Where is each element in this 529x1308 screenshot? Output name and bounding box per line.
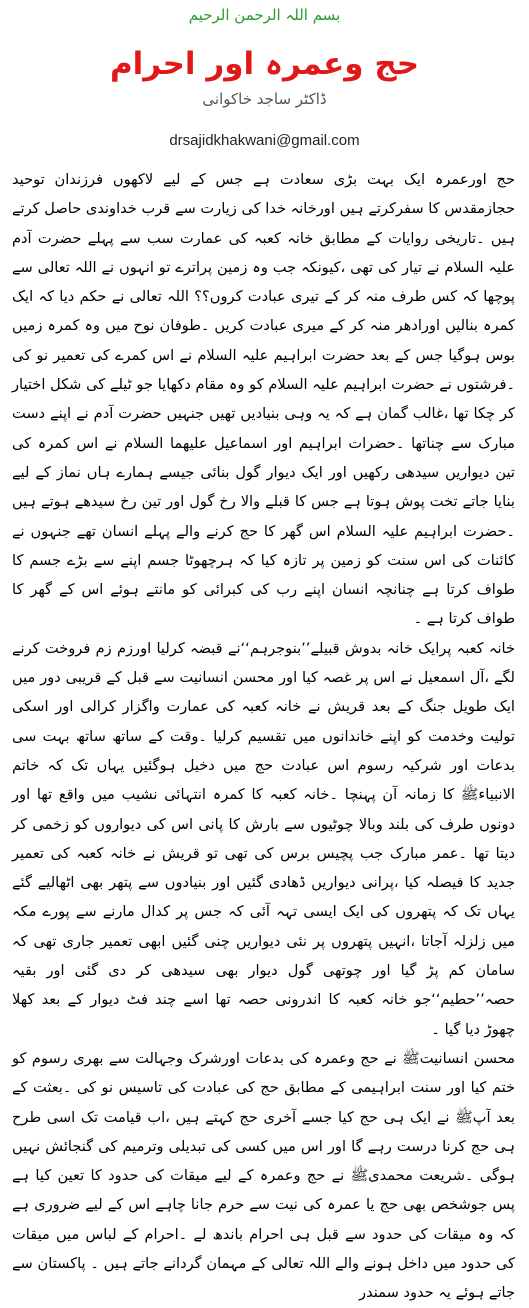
bismillah-heading: بسم اللہ الرحمن الرحیم — [188, 6, 341, 24]
article-paragraph-1: حج اورعمرہ ایک بہت بڑی سعادت ہے جس کے لیے لاکھوں فرزندان توحید حجازمقدس کا سفرکرتے ہیں اورخانہ خدا کی زیارت سے قرب خداوندی حاصل کرتے ہیں ۔تاریخی روایات کے مطابق خانہ کعبہ کی عمارت سب سے پہلے حضرت آدم علیہ السلام نے تیار کی تھی ،کیونکہ جب وہ زمین پراترے تو انہوں نے اللہ تعالی سے پوچھا کہ کس طرف منہ کر کے تیری عبادت کروں؟؟ اللہ تعالی نے حکم دیا کہ ایک کمرہ بنالیں اورادھر منہ کر کے میری عبادت کریں ۔طوفان نوح میں وہ کمرہ زمیں بوس ہوگیا جس کے بعد حضرت ابراہیم علیہ السلام نے اس کمرے کی تعمیر نو کی ۔فرشتوں نے حضرت ابراہیم علیہ السلام کو وہ مقام دکھایا جو ٹیلے کی شکل اختیار کر چکا تھا ،غالب گمان ہے کہ یہ وہی بنیادیں تھیں جنہیں حضرت آدم نے اپنے دست مبارک سے چناتھا ۔حضرات ابراہیم اور اسماعیل علیھما السلام نے اس کمرہ کی تین دیواریں سیدھی رکھیں اور ایک دیوار گول بنائی جیسے ہمارے ہاں نماز کے لیے بنایا جاتے تخت پوش ہوتا ہے جس کا قبلے والا رخ گول اور تین رخ سیدھے ہوتے ہیں ۔حضرت ابراہیم علیہ السلام اس گھر کا حج کرنے والے پہلے انسان تھے جنہوں نے کائنات کی اس سنت کو زمین پر تازہ کیا کہ ہرچھوٹا جسم اپنے سے بڑے جسم کا طواف کرتا ہے چنانچہ انسان اپنے رب کی کبرائی کو مانتے ہوئے اس کے گھر کا طواف کرتا ہے ۔ — [12, 171, 515, 628]
article-paragraph-2: خانہ کعبہ پرایک خانہ بدوش قبیلے’’بنوجرہم‘‘نے قبضہ کرلیا اورزم زم فروخت کرنے لگے ،آل اسمعیل نے اس پر غصہ کیا اور محسن انسانیت سے قبل کے قریبی دور میں ایک طویل جنگ کے بعد قریش نے خانہ کعبہ کی عمارت واگزار کرالی اور اسکی تولیت وخدمت کو اپنے خاندانوں میں تقسیم کرلیا ۔وقت کے ساتھ ساتھ بہت سی بدعات اور شرکیہ رسوم اس عبادت حج میں دخیل ہوگئیں یہاں تک کہ خاتم الانبیاءﷺ کا زمانہ آن پہنچا ۔خانہ کعبہ کا کمرہ انتہائی نشیب میں واقع تھا اور دونوں طرف کی بلند وبالا چوٹیوں سے بارش کا پانی اس کی دیواروں کو زخمی کر دیتا تھا ۔عمر مبارک جب پچیس برس کی تھی تو قریش نے خانہ کعبہ کی تعمیر جدید کا فیصلہ کیا ،پرانی دیواریں ڈھادی گئیں اور بنیادوں سے پتھر بھی اٹھالیے گئے یہاں تک کہ پتھروں کی ایک ایسی تہہ آئی کہ جس پر کدال مارنے سے پورے مکہ میں زلزلہ آجاتا ،انہیں پتھروں پر نئی دیواریں چنی گئیں ابھی تعمیر جاری تھی کہ سامان کم پڑ گیا اور چوتھی گول دیوار بھی سیدھی کر دی گئی اور بقیہ حصہ’’حطیم‘‘جو خانہ کعبہ کا اندرونی حصہ تھا اسے چند فٹ دیوار کے بعد کھلا چھوڑ دیا گیا ۔ — [12, 639, 515, 1038]
article-paragraph-3: محسن انسانیتﷺ نے حج وعمرہ کی بدعات اورشرک وجہالت سے بھری رسوم کو ختم کیا اور سنت ابراہیمی کے مطابق حج کی عبادت کی تاسیس نو کی ۔بعثت کے بعد آپﷺ نے ایک ہی حج کیا جسے آخری حج کہتے ہیں ،اب قیامت تک اسی طرح ہی حج کرنا درست رہے گا اور اس میں کسی کی تبدیلی وترمیم کی گنجائش نہیں ہوگی ۔شریعت محمدیﷺ نے حج وعمرہ کے لیے میقات کی حدود کا تعین کیا ہے پس جوشخص بھی حج یا عمرہ کی نیت سے حرم جانا چاہے اس کے لیے ضروری ہے کہ وہ میقات کی حدود سے قبل ہی احرام باندھ لے ۔احرام کے لباس میں میقات کی حدود میں داخل ہونے والے اللہ تعالی کے مہمان گردانے جاتے ہیں ۔ پاکستان سے جاتے ہوئے یہ حدود سمندر — [12, 1049, 515, 1302]
author-email[interactable]: drsajidkhakwani@gmail.com — [169, 132, 360, 149]
article-body — [12, 165, 515, 1308]
author-name: ڈاکٹر ساجد خاکوانی — [202, 90, 327, 108]
page-title: حج وعمرہ اور احرام — [109, 46, 420, 82]
